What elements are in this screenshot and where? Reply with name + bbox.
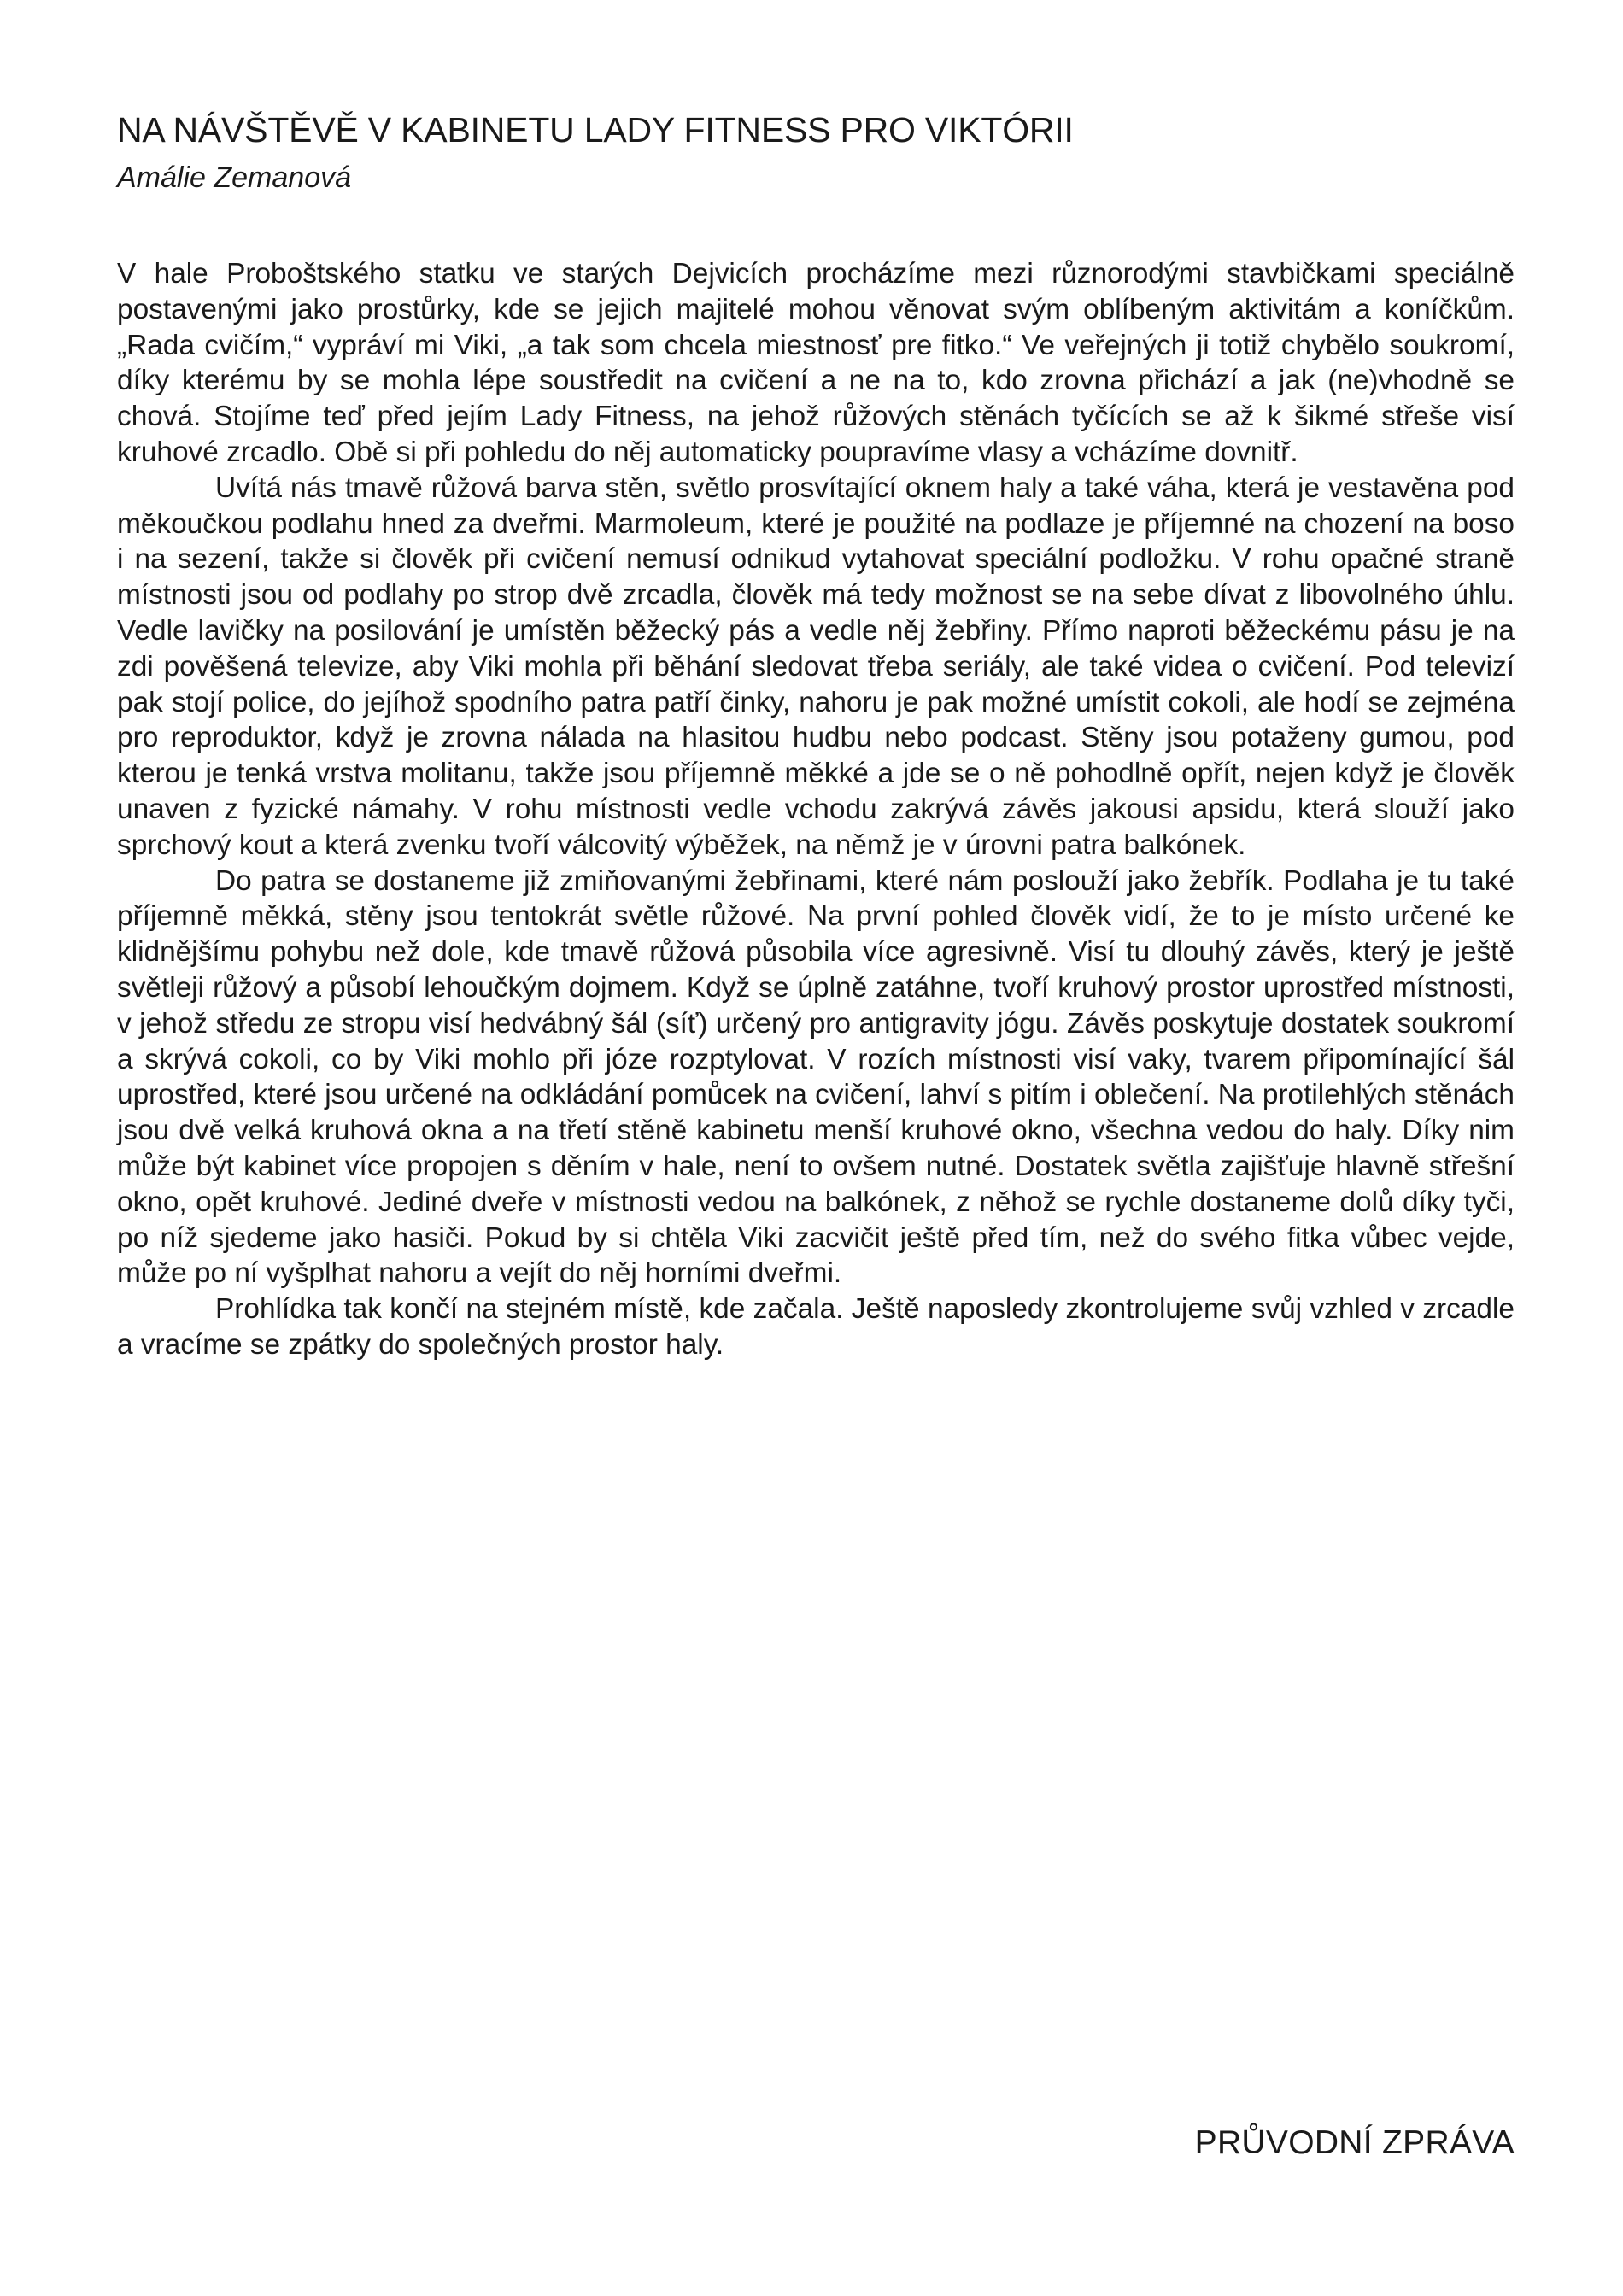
paragraph-4: Prohlídka tak končí na stejném místě, kde začala. Ještě naposledy zkontrolujeme svůj vzhled v zrcadle a vracíme se zpátky do společných prostor haly. [117,1293,1515,1361]
paragraph-2: Uvítá nás tmavě růžová barva stěn, světlo prosvítající oknem haly a také váha, která je vestavěna pod měkoučkou podlahu hned za dveřmi. Marmoleum, které je použité na podlaze je příjemné na chození na boso i na sezení, takže si člověk při cvičení nemusí odnikud vytahovat speciální podložku. V rohu opačné straně místnosti jsou od podlahy po strop dvě zrcadla, člověk má tedy možnost se na sebe dívat z libovolného úhlu. Vedle lavičky na posilování je umístěn běžecký pás a vedle něj žebřiny. Přímo naproti běžeckému pásu je na zdi pověšená televize, aby Viki mohla při běhání sledovat třeba seriály, ale také videa o cvičení. Pod televizí pak stojí police, do jejíhož spodního patra patří činky, nahoru je pak možné umístit cokoli, ale hodí se zejména pro reproduktor, když je zrovna nálada na hlasitou hudbu nebo podcast. Stěny jsou potaženy gumou, pod kterou je tenká vrstva molitanu, takže jsou příjemně měkké a jde se o ně pohodlně opřít, nejen když je člověk unaven z fyzické námahy. V rohu místnosti vedle vchodu zakrývá závěs jakousi apsidu, která slouží jako sprchový kout a která zvenku tvoří válcovitý výběžek, na němž je v úrovni patra balkónek. [117,472,1515,861]
paragraph-3: Do patra se dostaneme již zmiňovanými žebřinami, které nám poslouží jako žebřík. Podlaha je tu také příjemně měkká, stěny jsou tentokrát světle růžové. Na první pohled člověk vidí, že to je místo určené ke klidnějšímu pohybu než dole, kde tmavě růžová působila více agresivně. Visí tu dlouhý závěs, který je ještě světleji růžový a působí lehoučkým dojmem. Když se úplně zatáhne, tvoří kruhový prostor uprostřed místnosti, v jehož středu ze stropu visí hedvábný šál (síť) určený pro antigravity jógu. Závěs poskytuje dostatek soukromí a skrývá cokoli, co by Viki mohlo při józe rozptylovat. V rozích místnosti visí vaky, tvarem připomínající šál uprostřed, které jsou určené na odkládání pomůcek na cvičení, lahví s pitím i oblečení. Na protilehlých stěnách jsou dvě velká kruhová okna a na třetí stěně kabinetu menší kruhové okno, všechna vedou do haly. Díky nim může být kabinet více propojen s děním v hale, není to ovšem nutné. Dostatek světla zajišťuje hlavně střešní okno, opět kruhové. Jediné dveře v místnosti vedou na balkónek, z něhož se rychle dostaneme dolů díky tyči, po níž sjedeme jako hasiči. Pokud by si chtěla Viki zacvičit ještě před tím, než do svého fitka vůbec vejde, může po ní vyšplhat nahoru a vejít do něj horními dveřmi. [117,864,1515,1290]
article-author: Amálie Zemanová [117,161,352,194]
article-body [117,256,1515,1363]
paragraph-1: V hale Proboštského statku ve starých Dejvicích procházíme mezi různorodými stavbičkami speciálně postavenými jako prostůrky, kde se jejich majitelé mohou věnovat svým oblíbeným aktivitám a koníčkům. „Rada cvičím,“ vypráví mi Viki, „a tak som chcela miestnosť pre fitko.“ Ve veřejných ji totiž chybělo soukromí, díky kterému by se mohla lépe soustředit na cvičení a ne na to, kdo zrovna přichází a jak (ne)vhodně se chová. Stojíme teď před jejím Lady Fitness, na jehož růžových stěnách tyčících se až k šikmé střeše visí kruhové zrcadlo. Obě si při pohledu do něj automaticky poupravíme vlasy a vcházíme dovnitř. [117,258,1515,468]
article-title: NA NÁVŠTĚVĚ V KABINETU LADY FITNESS PRO VIKTÓRII [117,110,1074,149]
page-footer-label: PRŮVODNÍ ZPRÁVA [1194,2124,1515,2161]
